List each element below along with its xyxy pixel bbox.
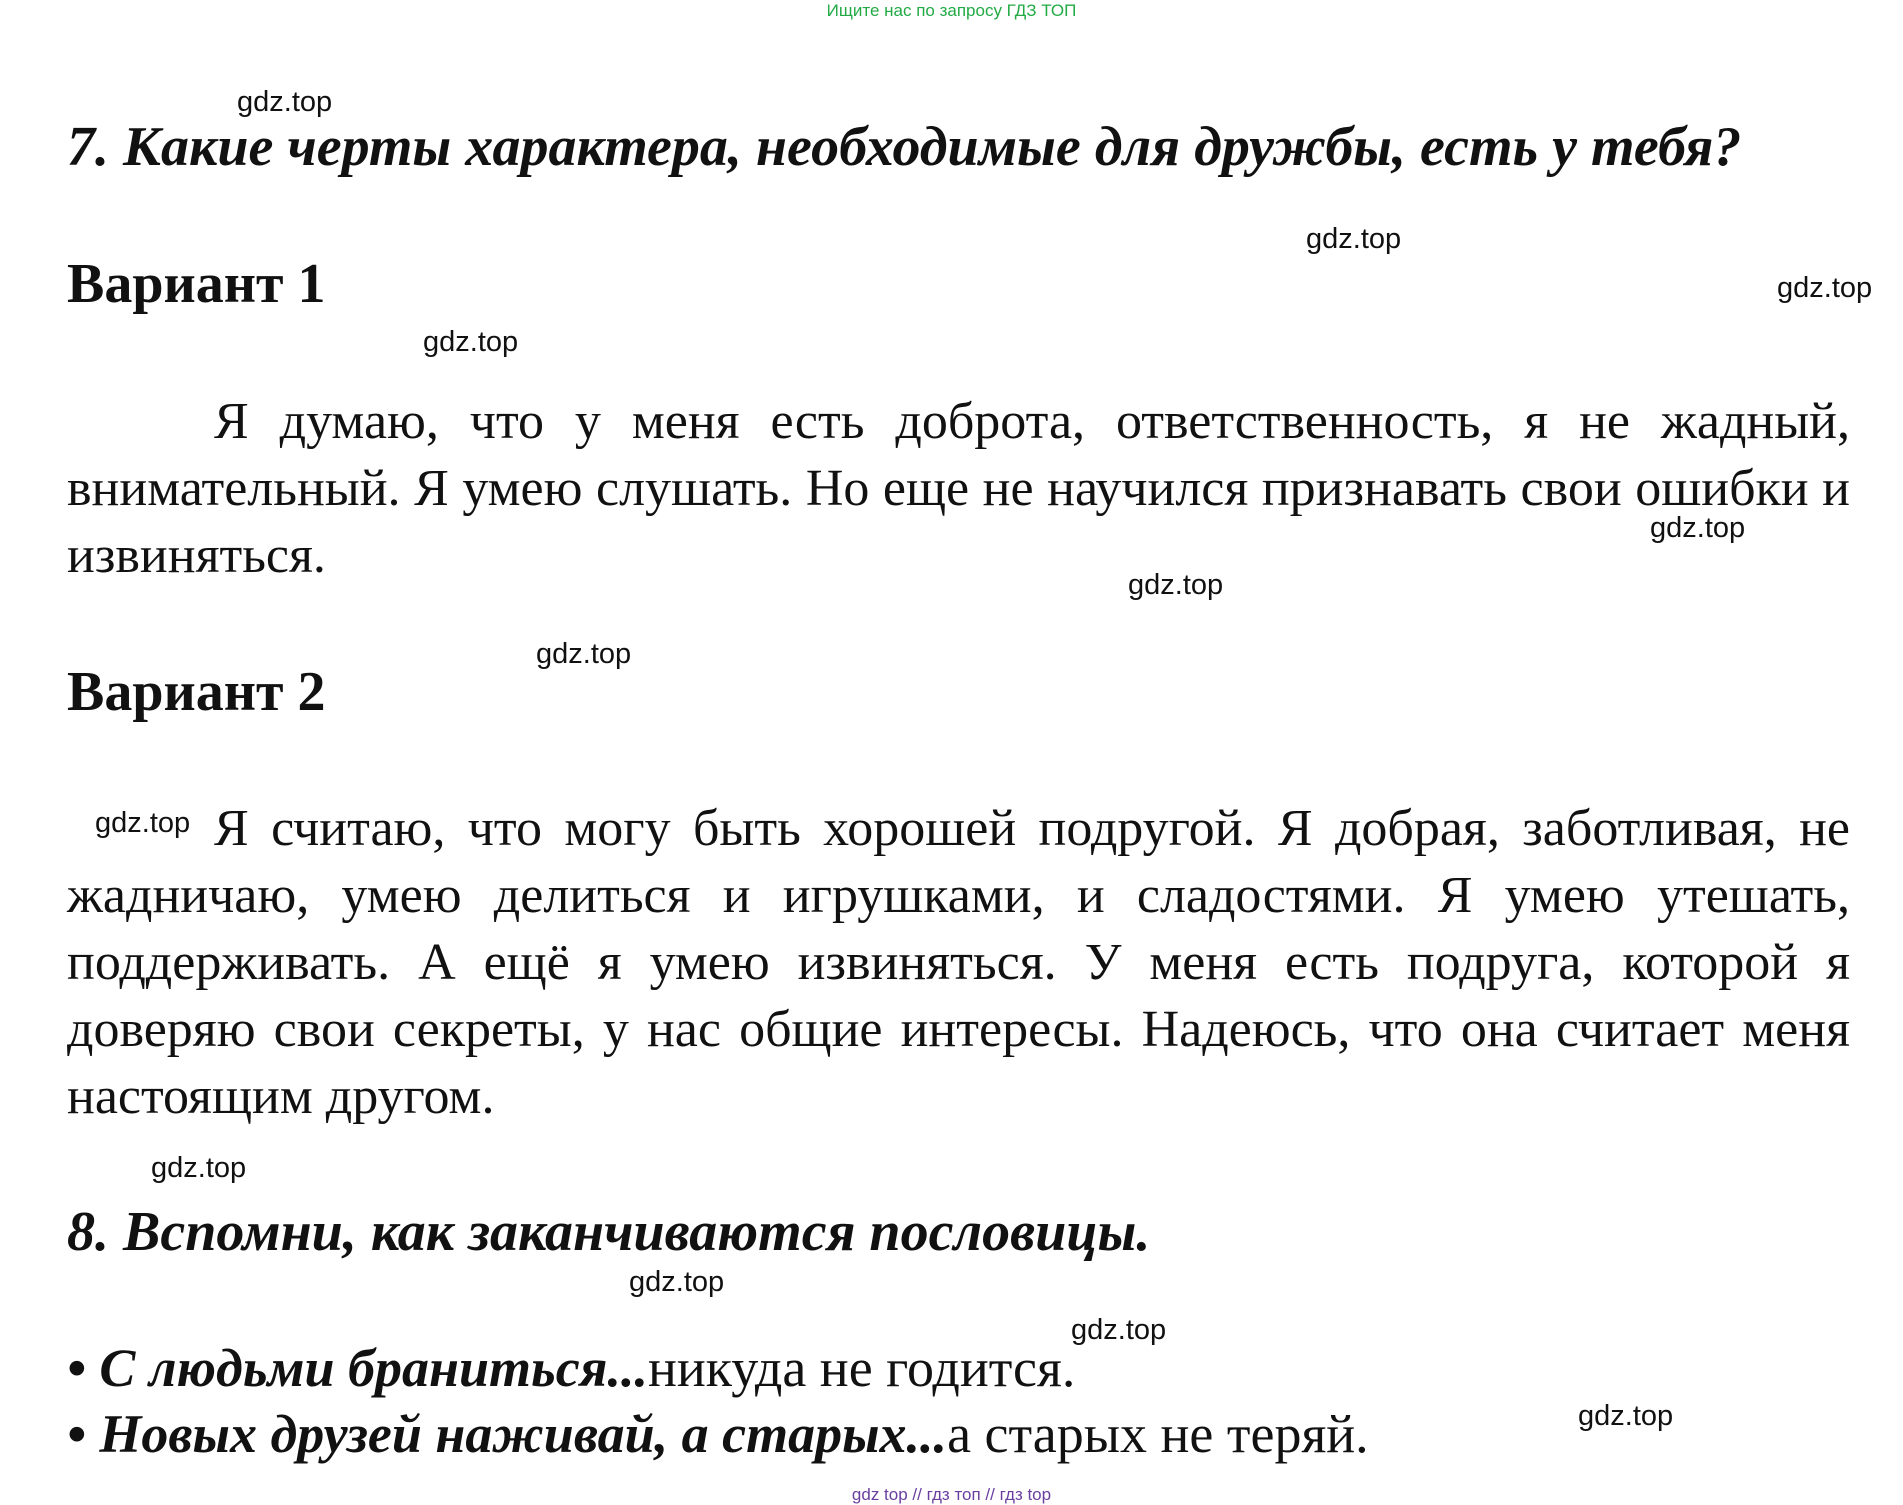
proverb-1-end: никуда не годится. xyxy=(647,1338,1076,1398)
watermark: gdz.top xyxy=(536,638,632,670)
proverb-2-start: Новых друзей наживай, а старых... xyxy=(99,1404,948,1464)
question-7-title: 7. Какие черты характера, необходимые для дружбы, есть у тебя? xyxy=(67,116,1742,178)
watermark: gdz.top xyxy=(1650,512,1746,544)
watermark: gdz.top xyxy=(237,86,333,118)
watermark: gdz.top xyxy=(1306,223,1402,255)
proverb-2-bullet: • xyxy=(67,1404,86,1464)
watermark: gdz.top xyxy=(629,1266,725,1298)
proverb-1 xyxy=(67,1337,1075,1399)
proverb-2 xyxy=(67,1403,1369,1465)
watermark: gdz.top xyxy=(1071,1314,1167,1346)
variant-2-heading: Вариант 2 xyxy=(67,661,326,723)
variant-1-heading: Вариант 1 xyxy=(67,253,326,315)
watermark: gdz.top xyxy=(1578,1400,1674,1432)
proverb-2-end: а старых не теряй. xyxy=(947,1404,1369,1464)
variant-1-text xyxy=(67,388,1850,589)
proverb-1-bullet: • xyxy=(67,1338,86,1398)
variant-1-text-content: Я думаю, что у меня есть доброта, ответственность, я не жадный, внимательный. Я умею слушать. Но еще не научился признавать свои ошибки и извиняться. xyxy=(67,393,1850,584)
bottom-banner: gdz top // гдз топ // гдз top xyxy=(851,1485,1052,1504)
watermark: gdz.top xyxy=(1777,272,1873,304)
watermark: gdz.top xyxy=(151,1152,247,1184)
question-8-title: 8. Вспомни, как заканчиваются пословицы. xyxy=(67,1201,1151,1263)
variant-2-text-content: Я считаю, что могу быть хорошей подругой. Я добрая, заботливая, не жадничаю, умею делиться и игрушками, и сладостями. Я умею утешать, поддерживать. А ещё я умею извиняться. У меня есть подруга, которой я доверяю свои секреты, у нас общие интересы. Надеюсь, что она считает меня настоящим другом. xyxy=(67,800,1850,1125)
watermark: gdz.top xyxy=(95,807,191,839)
watermark: gdz.top xyxy=(1128,569,1224,601)
proverb-1-start: С людьми браниться... xyxy=(99,1338,648,1398)
watermark: gdz.top xyxy=(423,326,519,358)
variant-2-text xyxy=(67,795,1850,1130)
top-banner: Ищите нас по запросу ГДЗ ТОП xyxy=(826,1,1077,20)
